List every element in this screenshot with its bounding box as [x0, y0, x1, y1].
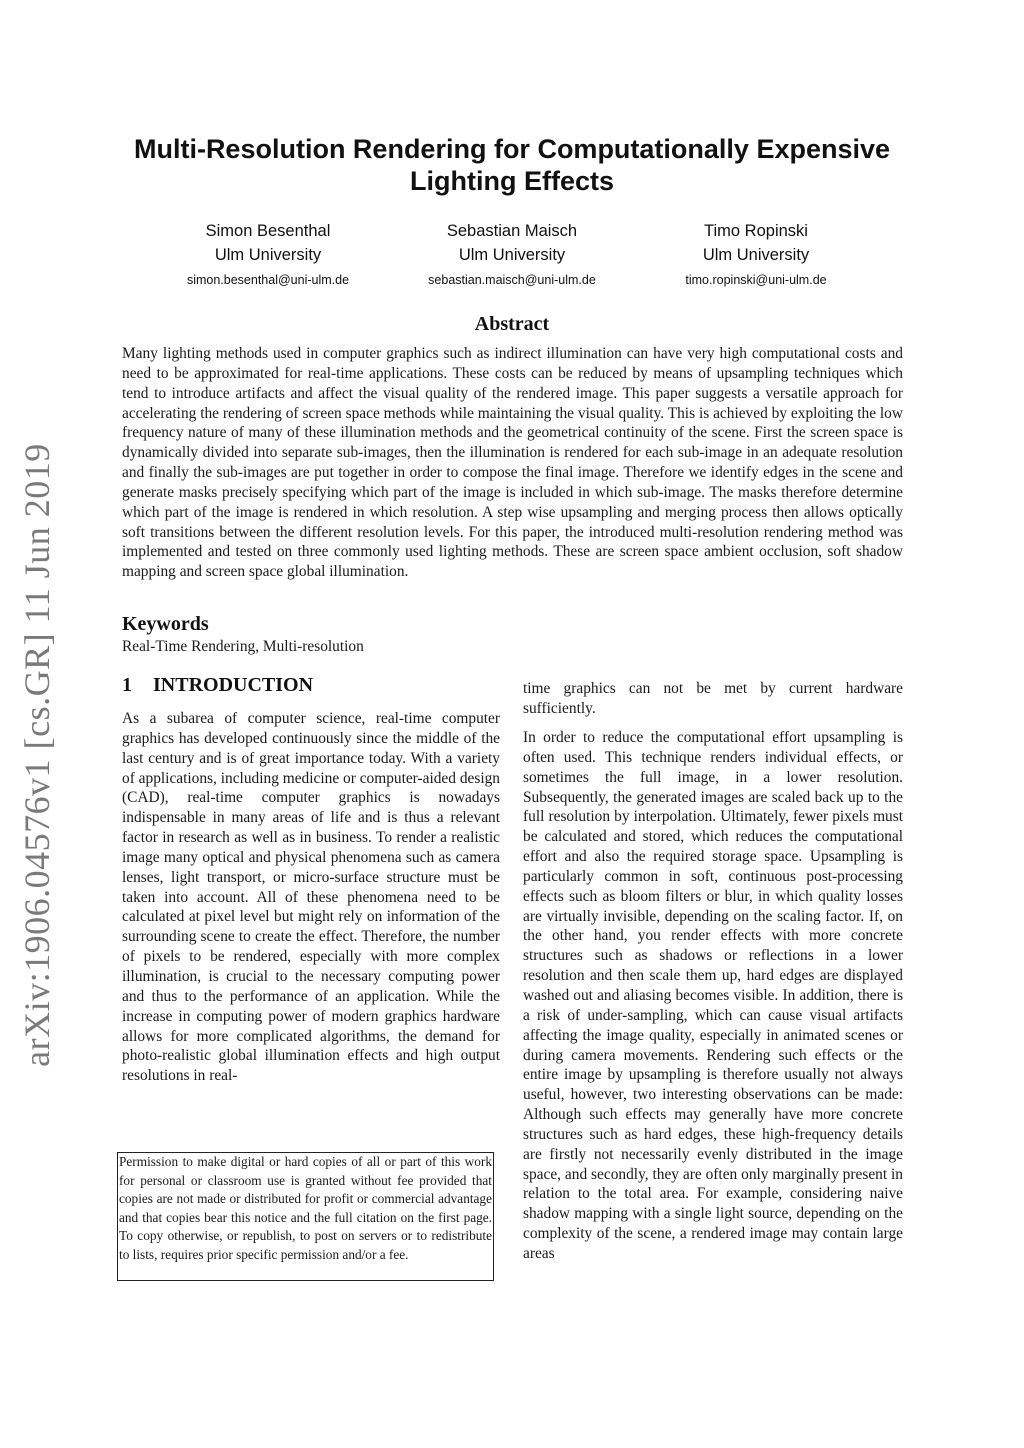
author-affiliation: Ulm University: [458, 246, 566, 264]
author-affiliation: Ulm University: [214, 246, 322, 264]
abstract-text: Many lighting methods used in computer graphics such as indirect illumination can have very high computational costs and need to be approximated for real-time applications. These costs can be reduced by means of upsampling techniques which tend to introduce artifacts and affect the visual quality of the rendered image. This paper suggests a versatile approach for accelerating the rendering of screen space methods while maintaining the visual quality. This is achieved by exploiting the low frequency nature of many of these illumination methods and the geometrical continuity of the scene. First the screen space is dynamically divided into separate sub-images, then the illumination is rendered for each sub-image in an adequate resolution and finally the sub-images are put together in order to compose the final image. Therefore we identify edges in the scene and generate masks precisely specifying which part of the image is included in which sub-image. The masks therefore determine which part of the image is rendered in which resolution. A step wise upsampling and merging process then allows optically soft transitions between the different resolution levels. For this paper, the introduced multi-resolution rendering method was implemented and tested on three commonly used lighting methods. These are screen space ambient occlusion, soft shadow mapping and screen space global illumination.: [122, 345, 903, 581]
abstract-heading: Abstract: [474, 313, 550, 335]
introduction-right-paragraph: In order to reduce the computational effort upsampling is often used. This technique renders individual effects, or sometimes the full image, in a lower resolution. Subsequently, the generated images are scaled back up to the full resolution by interpolation. Ultimately, fewer pixels must be calculated and stored, which reduces the computational effort and also the required storage space. Upsampling is particularly common in soft, continuous post-processing effects such as bloom filters or blur, in which quality losses are virtually invisible, depending on the scaling factor. If, on the other hand, you render effects with more concrete structures such as shadows or reflections in a lower resolution and then scale them up, hard edges are displayed washed out and aliasing becomes visible. In addition, there is a risk of under-sampling, which can cause visual artifacts affecting the image quality, especially in animated scenes or during camera movements. Rendering such effects or the entire image by upsampling is therefore usually not always useful, however, two interesting observations can be made: Although such effects may generally have more concrete structures such as hard edges, these high-frequency details are firstly not necessarily evenly distributed in the image space, and secondly, they are often only marginally present in relation to the total area. For example, considering naive shadow mapping with a single light source, depending on the complexity of the scene, a rendered image may contain large areas: [523, 729, 903, 1262]
author-affiliation: Ulm University: [702, 246, 810, 264]
permission-notice-box: Permission to make digital or hard copies of all or part of this work for personal or classroom use is granted without fee provided that copies are not made or distributed for profit or commercial advantage and that copies bear this notice and the full citation on the first page. To copy otherwise, or republish, to post on servers or to redistribute to lists, requires prior specific permission and/or a fee.: [117, 1152, 494, 1281]
author-block-2: [392, 218, 632, 291]
introduction-heading: [122, 674, 313, 697]
section-title: INTRODUCTION: [153, 674, 314, 696]
author-email: simon.besenthal@uni-ulm.de: [186, 273, 350, 287]
introduction-left-column: As a subarea of computer science, real-time computer graphics has developed continuously since the middle of the last century and is of great importance today. With a variety of applications, including medicine or computer-aided design (CAD), real-time computer graphics is nowadays indispensable in many areas of life and is thus a relevant factor in research as well as in business. To render a realistic image many optical and physical phenomena such as camera lenses, light transport, or micro-surface structure must be taken into account. All of these phenomena need to be calculated at pixel level but might rely on information of the surrounding scene to create the effect. Therefore, the number of pixels to be rendered, especially with more complex illumination, is crucial to the necessary computing power and thus to the performance of an application. While the increase in computing power of modern graphics hardware allows for more complicated algorithms, the demand for photo-realistic global illumination effects and high output resolutions in real-: [122, 710, 500, 1085]
author-name: Sebastian Maisch: [446, 222, 578, 240]
author-block-1: [148, 218, 388, 291]
author-email: sebastian.maisch@uni-ulm.de: [428, 273, 596, 287]
paper-title: Multi-Resolution Rendering for Computationally Expensive Lighting Effects: [133, 134, 891, 196]
author-name: Simon Besenthal: [205, 222, 331, 240]
arxiv-stamp: [6, 443, 68, 1067]
introduction-right-continuation: time graphics can not be met by current hardware sufficiently.: [523, 680, 903, 717]
author-name: Timo Ropinski: [704, 222, 808, 240]
keywords-text: Real-Time Rendering, Multi-resolution: [122, 638, 364, 655]
section-number: 1: [122, 674, 132, 696]
keywords-heading: Keywords: [122, 613, 209, 635]
author-email: timo.ropinski@uni-ulm.de: [685, 273, 827, 287]
arxiv-id: arXiv:1906.04576v1 [cs.GR] 11 Jun 2019: [17, 443, 57, 1067]
author-block-3: [636, 218, 876, 291]
